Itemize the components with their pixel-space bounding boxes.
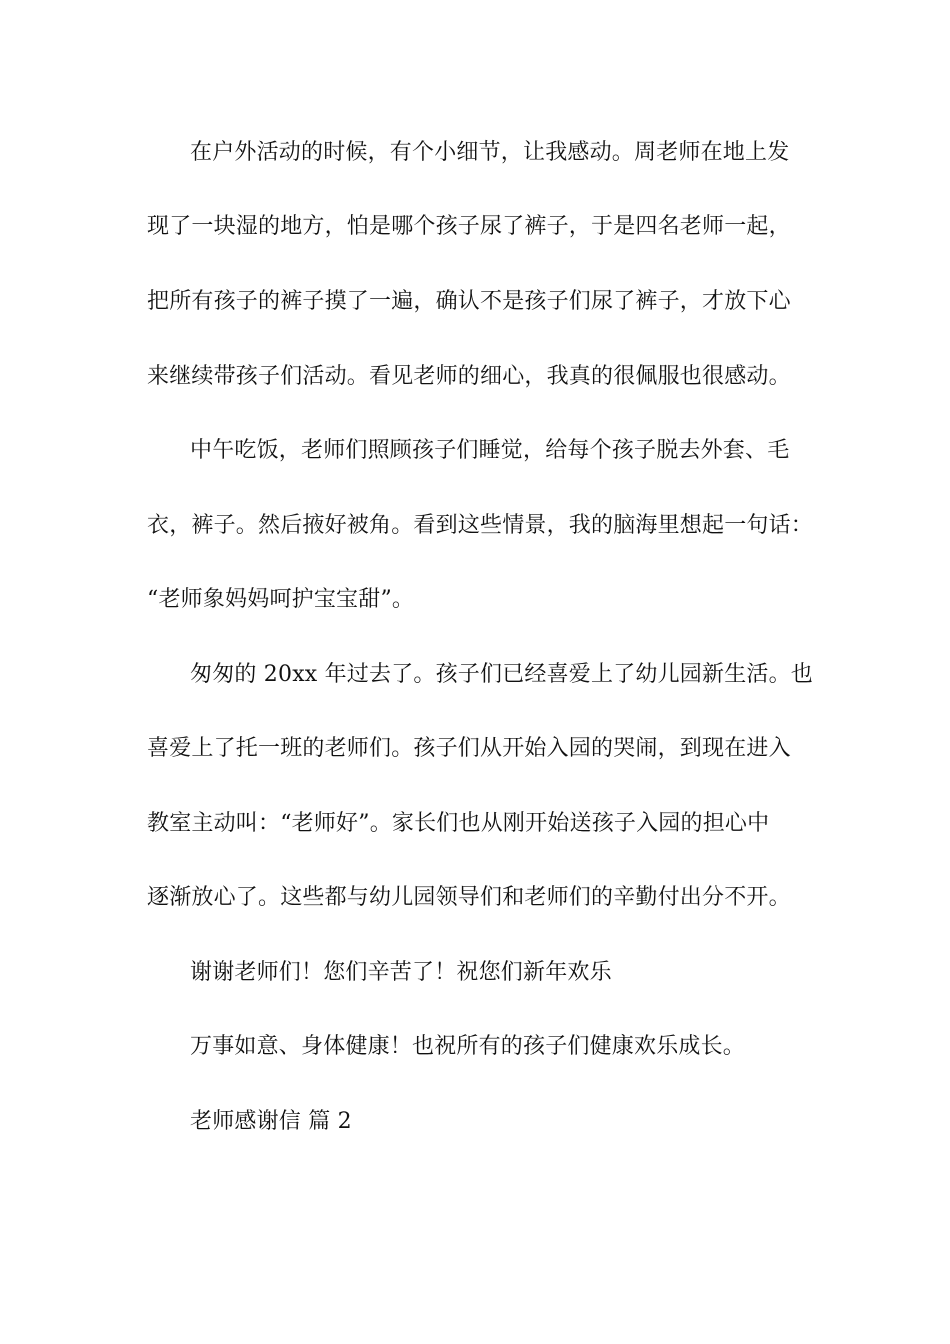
paragraph-3-line-3: 教室主动叫：“老师好”。家长们也从刚开始送孩子入园的担心中	[147, 811, 770, 836]
paragraph-3-line-4: 逐渐放心了。这些都与幼儿园领导们和老师们的辛勤付出分不开。	[147, 885, 791, 910]
paragraph-2-line-2: 衣，裤子。然后掖好被角。看到这些情景，我的脑海里想起一句话：	[147, 513, 814, 538]
paragraph-1-line-4: 来继续带孩子们活动。看见老师的细心，我真的很佩服也很感动。	[147, 364, 791, 389]
paragraph-1-line-2: 现了一块湿的地方，怕是哪个孩子尿了裤子，于是四名老师一起，	[147, 214, 791, 239]
paragraph-4-line-1: 谢谢老师们！您们辛苦了！祝您们新年欢乐	[190, 960, 612, 985]
section-heading: 老师感谢信 篇 2	[190, 1109, 352, 1134]
paragraph-1-line-1: 在户外活动的时候，有个小细节，让我感动。周老师在地上发	[190, 140, 790, 165]
paragraph-5-line-1: 万事如意、身体健康！也祝所有的孩子们健康欢乐成长。	[190, 1034, 746, 1059]
paragraph-2-line-1: 中午吃饭，老师们照顾孩子们睡觉，给每个孩子脱去外套、毛	[190, 438, 790, 463]
paragraph-1-line-3: 把所有孩子的裤子摸了一遍，确认不是孩子们尿了裤子，才放下心	[147, 289, 791, 314]
paragraph-2-line-3: “老师象妈妈呵护宝宝甜”。	[147, 587, 415, 612]
paragraph-3-line-2: 喜爱上了托一班的老师们。孩子们从开始入园的哭闹，到现在进入	[147, 736, 791, 761]
paragraph-3-line-1: 匆匆的 20xx 年过去了。孩子们已经喜爱上了幼儿园新生活。也	[190, 662, 813, 687]
